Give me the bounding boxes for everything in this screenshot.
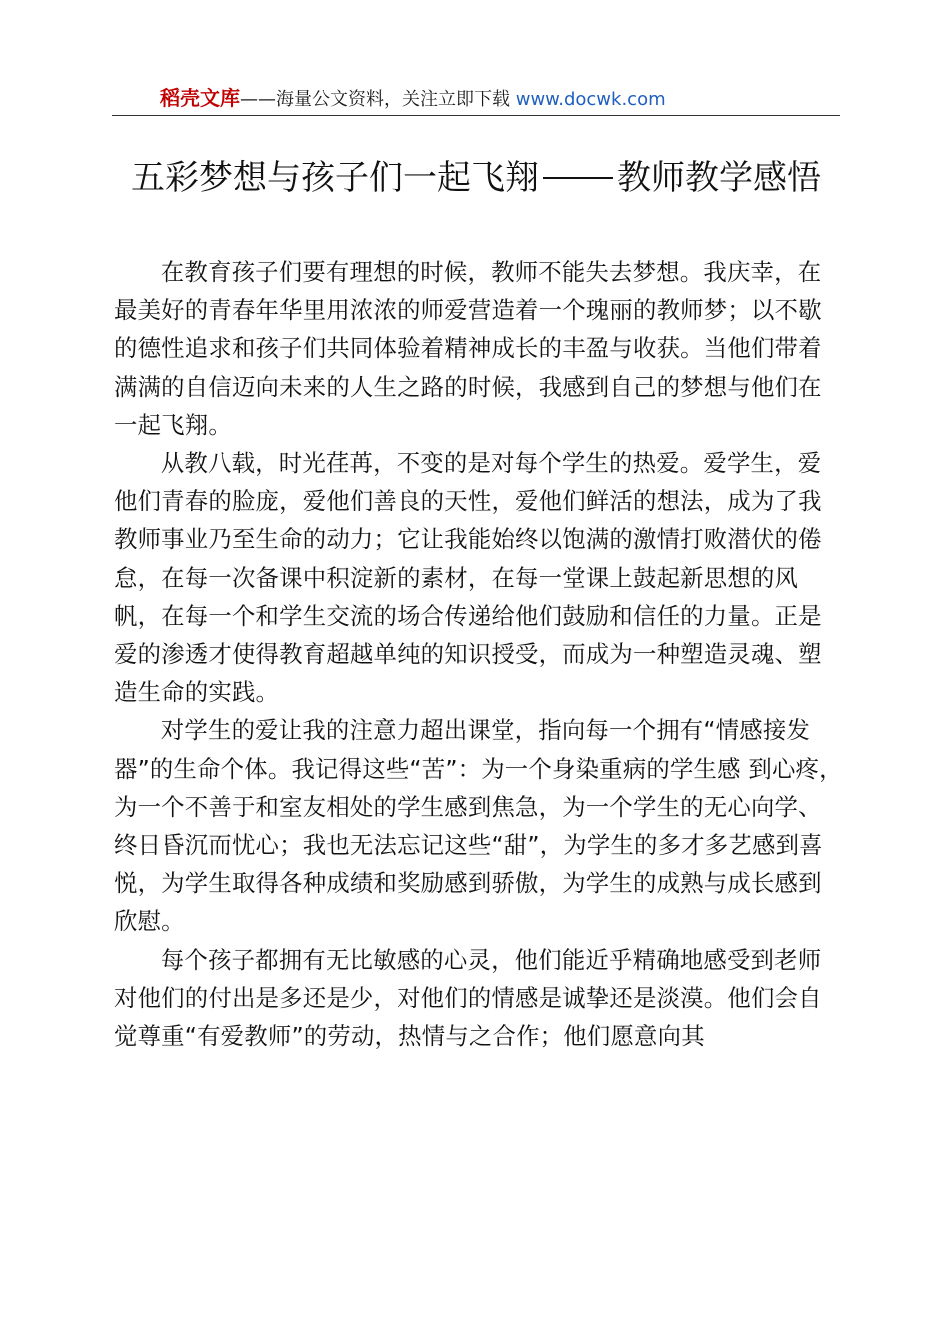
document-body [114,253,844,1055]
page-header [160,84,860,112]
brand-name: 稻壳文库 [160,86,240,110]
paragraph-2: 从教八载，时光荏苒，不变的是对每个学生的热爱。爱学生，爱他们青春的脸庞，爱他们善良的天性，爱他们鲜活的想法，成为了我教师事业乃至生命的动力；它让我能始终以饱满的激情打败潜伏的倦怠，在每一次备课中积淀新的素材，在每一堂课上鼓起新思想的风帆，在每一个和学生交流的场合传递给他们鼓励和信任的力量。正是爱的渗透才使得教育超越单纯的知识授受，而成为一种塑造灵魂、塑造生命的实践。 [114,449,822,707]
document-title [112,150,840,206]
title-dash [543,177,613,179]
header-tagline: ——海量公文资料，关注立即下载 [240,89,516,110]
paragraph-1: 在教育孩子们要有理想的时候，教师不能失去梦想。我庆幸，在最美好的青春年华里用浓浓的师爱营造着一个瑰丽的教师梦；以不歇的德性追求和孩子们共同体验着精神成长的丰盈与收获。当他们带着满满的自信迈向未来的人生之路的时候，我感到自己的梦想与他们在一起飞翔。 [114,258,822,439]
paragraph-3: 对学生的爱让我的注意力超出课堂，指向每一个拥有“情感接发器”的生命个体。我记得这些“苦”：为一个身染重病的学生感 到心疼，为一个不善于和室友相处的学生感到焦急，为一个学生的无心向学、终日昏沉而忧心；我也无法忘记这些“甜”，为学生的多才多艺感到喜悦，为学生取得各种成绩和奖励感到骄傲，为学生的成熟与成长感到欣慰。 [114,716,843,936]
title-subtitle: 教师教学感悟 [617,158,821,198]
paragraph-4: 每个孩子都拥有无比敏感的心灵，他们能近乎精确地感受到老师对他们的付出是多还是少，对他们的情感是诚挚还是淡漠。他们会自觉尊重“有爱教师”的劳动，热情与之合作；他们愿意向其 [114,945,822,1051]
title-main: 五彩梦想与孩子们一起飞翔 [131,158,539,198]
header-divider [112,115,840,116]
header-url-link[interactable]: www.docwk.com [515,89,666,110]
